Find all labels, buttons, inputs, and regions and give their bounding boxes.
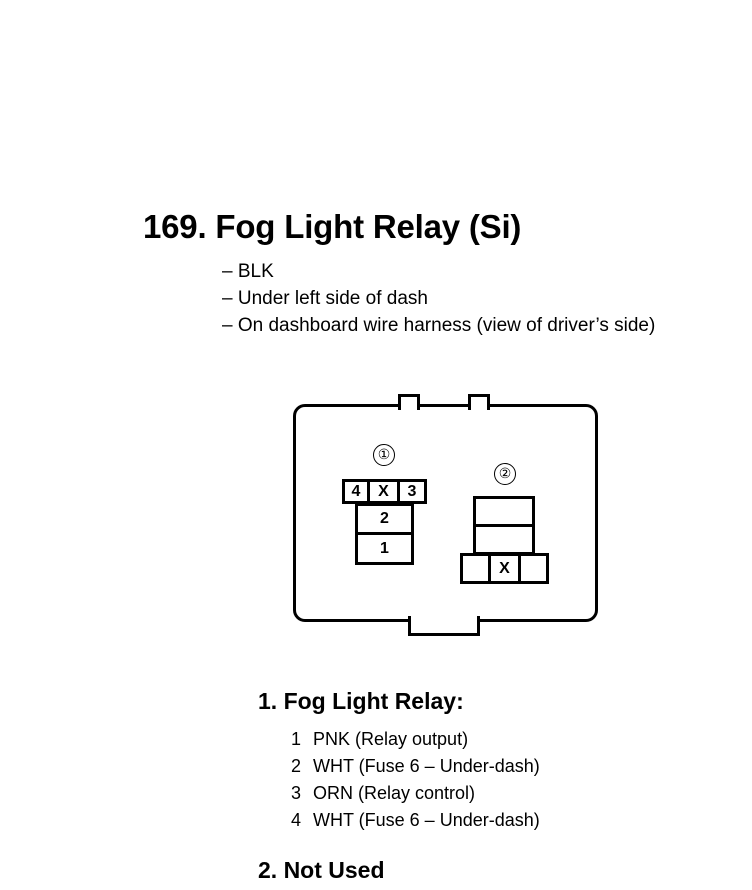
detail-harness: – On dashboard wire harness (view of driver’s side) xyxy=(222,315,656,336)
connector1-pin: 2 xyxy=(355,503,414,535)
connector2-label: ② xyxy=(494,463,516,485)
relay-details xyxy=(222,258,655,339)
detail-color: – BLK xyxy=(222,261,274,282)
connector1-pin: 4 xyxy=(342,479,370,504)
housing-notch-bottom xyxy=(408,616,480,636)
pin-list xyxy=(291,726,540,834)
pin-item xyxy=(291,807,540,834)
pin-number: 3 xyxy=(291,783,302,803)
connector2-cavity xyxy=(518,553,549,584)
pin-number: 2 xyxy=(291,756,302,776)
pin-description: WHT (Fuse 6 – Under-dash) xyxy=(313,810,540,830)
connector1-pin: X xyxy=(367,479,400,504)
section2-heading: 2. Not Used xyxy=(258,857,385,883)
connector1-pin: 3 xyxy=(397,479,427,504)
pin-number: 1 xyxy=(291,729,302,749)
connector2-cavity xyxy=(473,496,535,527)
connector2-cavity xyxy=(473,524,535,555)
section1-heading: 1. Fog Light Relay: xyxy=(258,688,464,714)
connector1-label: ① xyxy=(373,444,395,466)
pin-description: WHT (Fuse 6 – Under-dash) xyxy=(313,756,540,776)
housing-notch-top-left xyxy=(398,394,420,410)
pin-item xyxy=(291,780,540,807)
pin-description: ORN (Relay control) xyxy=(313,783,476,803)
detail-location: – Under left side of dash xyxy=(222,288,428,309)
pin-number: 4 xyxy=(291,810,302,830)
pin-item xyxy=(291,726,540,753)
housing-notch-top-right xyxy=(468,394,490,410)
pin-description: PNK (Relay output) xyxy=(313,729,469,749)
pin-item xyxy=(291,753,540,780)
page-title: 169. Fog Light Relay (Si) xyxy=(143,208,522,245)
connector2-cavity: X xyxy=(488,553,521,584)
connector-housing xyxy=(293,404,598,622)
connector1-pin: 1 xyxy=(355,532,414,565)
connector2-cavity xyxy=(460,553,491,584)
